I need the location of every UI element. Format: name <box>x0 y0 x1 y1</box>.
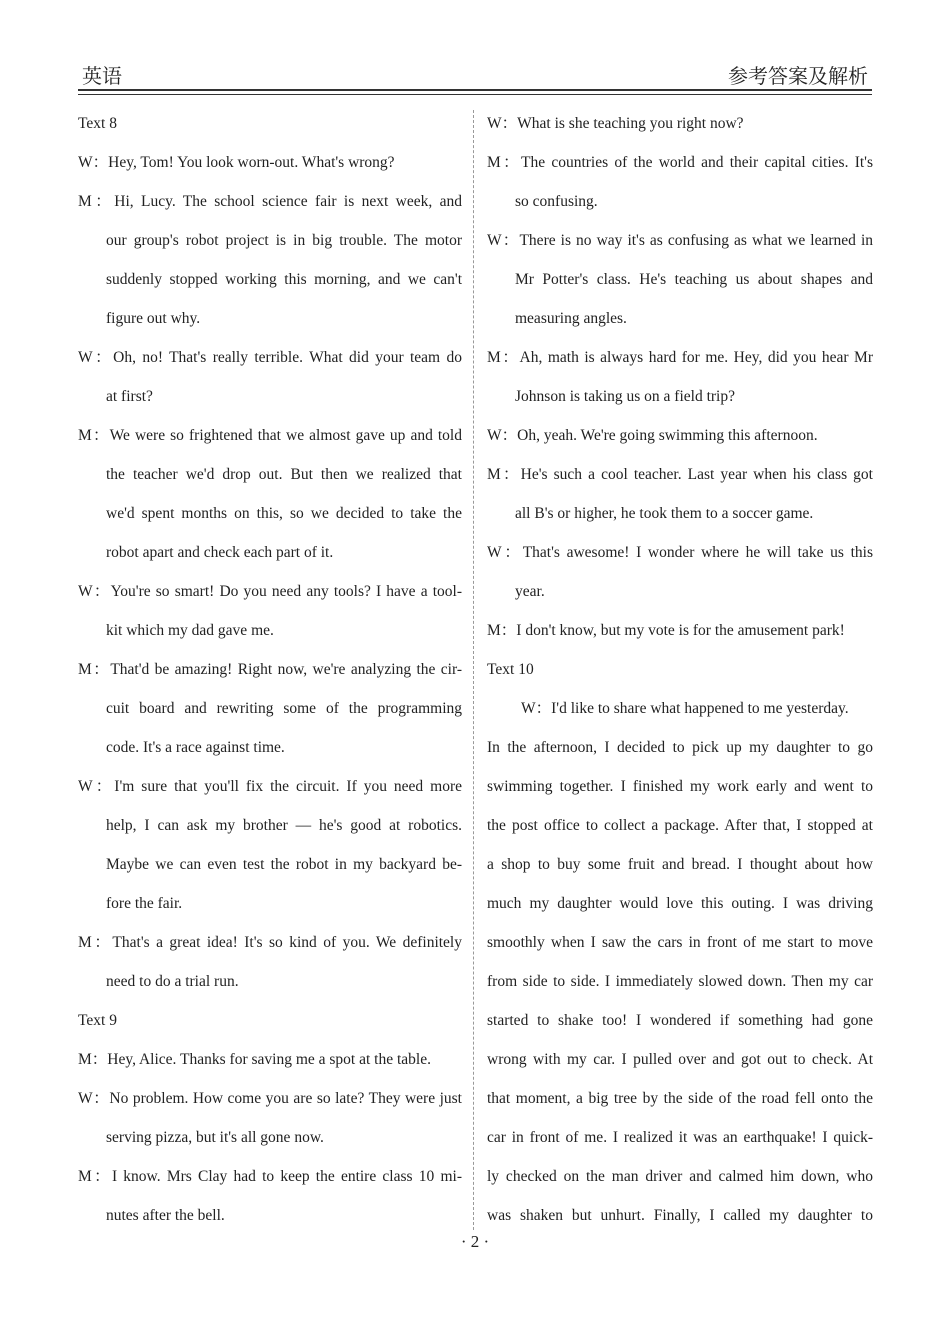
text-line: the post office to collect a package. After that, I stopped at <box>487 817 873 834</box>
text-line: kit which my dad gave me. <box>106 622 274 639</box>
text-line: W：You're so smart! Do you need any tools? I have a tool- <box>78 583 462 600</box>
right-column <box>487 104 873 1235</box>
text-line: year. <box>515 583 545 600</box>
text-line: at first? <box>106 388 153 405</box>
text-line: Text 9 <box>78 1012 117 1029</box>
text-line: M：He's such a cool teacher. Last year when his class got <box>487 466 873 483</box>
text-line: Text 8 <box>78 115 117 132</box>
text-line: was shaken but unhurt. Finally, I called my daughter to <box>487 1207 873 1224</box>
text-line: W：No problem. How come you are so late? They were just <box>78 1090 462 1107</box>
text-line: In the afternoon, I decided to pick up my daughter to go <box>487 739 873 756</box>
text-line: W：Hey, Tom! You look worn-out. What's wrong? <box>78 154 395 171</box>
text-line: figure out why. <box>106 310 201 327</box>
text-line: car in front of me. I realized it was an earthquake! I quick- <box>487 1129 873 1146</box>
text-line: fore the fair. <box>106 895 183 912</box>
text-line: much my daughter would love this outing. I was driving <box>487 895 873 912</box>
text-line: W：That's awesome! I wonder where he will take us this <box>487 544 873 561</box>
text-line: M：Hi, Lucy. The school science fair is next week, and <box>78 193 462 210</box>
text-line: ly checked on the man driver and calmed him down, who <box>487 1168 873 1185</box>
text-line: cuit board and rewriting some of the programming <box>106 700 462 717</box>
text-line: M：That'd be amazing! Right now, we're analyzing the cir- <box>78 661 462 678</box>
text-line: W：I'd like to share what happened to me yesterday. <box>521 700 849 717</box>
text-line: smoothly when I saw the cars in front of me start to move <box>487 934 873 951</box>
text-line: M：That's a great idea! It's so kind of you. We definitely <box>78 934 462 951</box>
text-line: measuring angles. <box>515 310 627 327</box>
text-line: the teacher we'd drop out. But then we realized that <box>106 466 462 483</box>
header-rule-thick <box>78 89 872 91</box>
text-line: need to do a trial run. <box>106 973 239 990</box>
text-line: our group's robot project is in big trouble. The motor <box>106 232 462 249</box>
subject-label: 英语 <box>82 64 122 88</box>
text-line: W：Oh, no! That's really terrible. What did your team do <box>78 349 462 366</box>
text-line: M：We were so frightened that we almost gave up and told <box>78 427 462 444</box>
text-line: that moment, a big tree by the side of the road fell onto the <box>487 1090 873 1107</box>
text-line: M：Ah, math is always hard for me. Hey, did you hear Mr <box>487 349 873 366</box>
text-line: swimming together. I finished my work early and went to <box>487 778 873 795</box>
left-column <box>78 104 462 1235</box>
text-line: M：The countries of the world and their capital cities. It's <box>487 154 873 171</box>
text-line: help, I can ask my brother — he's good at robotics. <box>106 817 462 834</box>
text-line: M：I don't know, but my vote is for the amusement park! <box>487 622 845 639</box>
text-line: serving pizza, but it's all gone now. <box>106 1129 324 1146</box>
text-line: we'd spent months on this, so we decided to take the <box>106 505 462 522</box>
text-line: started to shake too! I wondered if something had gone <box>487 1012 873 1029</box>
column-divider <box>473 110 474 1230</box>
text-line: W：Oh, yeah. We're going swimming this afternoon. <box>487 427 818 444</box>
text-line: W：I'm sure that you'll fix the circuit. If you need more <box>78 778 462 795</box>
text-line: from side to side. I immediately slowed down. Then my car <box>487 973 873 990</box>
text-line: W：There is no way it's as confusing as what we learned in <box>487 232 873 249</box>
text-line: Maybe we can even test the robot in my backyard be- <box>106 856 462 873</box>
text-line: M：I know. Mrs Clay had to keep the entire class 10 mi- <box>78 1168 462 1185</box>
page-number: · 2 · <box>460 1232 490 1251</box>
text-line: W：What is she teaching you right now? <box>487 115 744 132</box>
text-line: nutes after the bell. <box>106 1207 225 1224</box>
text-line: robot apart and check each part of it. <box>106 544 334 561</box>
text-line: all B's or higher, he took them to a soccer game. <box>515 505 814 522</box>
text-line: M：Hey, Alice. Thanks for saving me a spot at the table. <box>78 1051 431 1068</box>
text-line: wrong with my car. I pulled over and got out to check. At <box>487 1051 873 1068</box>
page-header <box>78 58 872 88</box>
text-line: Mr Potter's class. He's teaching us about shapes and <box>515 271 873 288</box>
header-rule-thin <box>78 94 872 95</box>
text-line: Johnson is taking us on a field trip? <box>515 388 735 405</box>
section-label: 参考答案及解析 <box>728 64 868 88</box>
text-line: Text 10 <box>487 661 534 678</box>
text-line: code. It's a race against time. <box>106 739 285 756</box>
text-line: suddenly stopped working this morning, and we can't <box>106 271 462 288</box>
text-line: so confusing. <box>515 193 598 210</box>
text-line: a shop to buy some fruit and bread. I thought about how <box>487 856 873 873</box>
